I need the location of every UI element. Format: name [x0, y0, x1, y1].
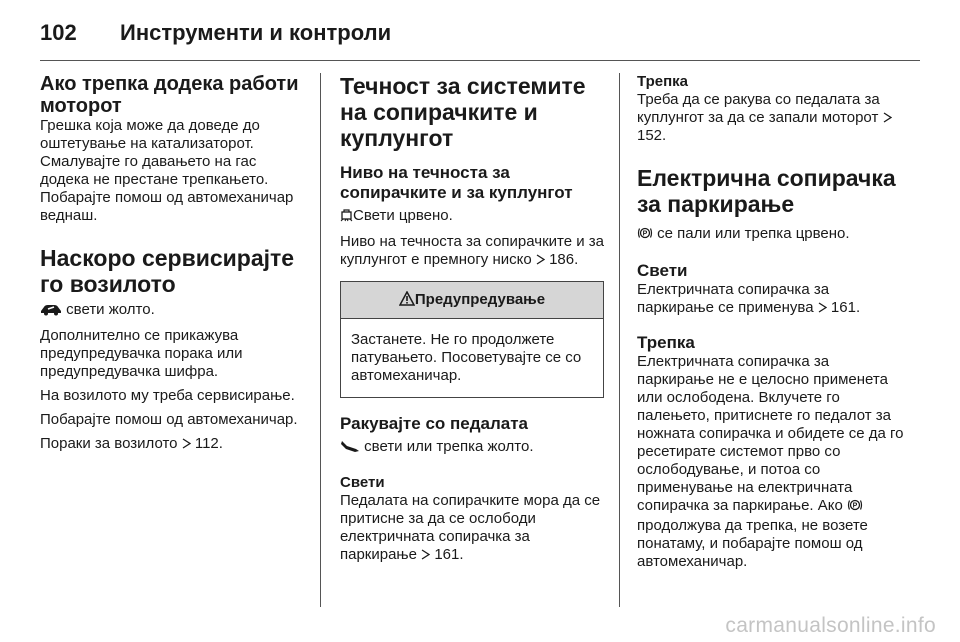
service-text-1: Дополнително се прикажува предупредувачка порака или предупредувачка шифра.: [40, 327, 243, 380]
page-title: Инструменти и контроли: [120, 20, 392, 45]
header-rule: [40, 60, 920, 61]
service-text-2: На возилото му треба сервисирање.: [40, 387, 295, 404]
page-reference-icon: [421, 547, 430, 558]
flash-clutch-text: [637, 91, 907, 145]
column-divider-1: [320, 73, 321, 607]
wrench-car-icon: [40, 302, 62, 321]
section-service-vehicle-title: Наскоро сервисирајте го возилото: [40, 245, 295, 297]
fluid-level-indicator-text: Свети црвено.: [353, 207, 453, 224]
service-text-4: [40, 435, 306, 453]
parking-brake-page-ref[interactable]: 161.: [830, 299, 861, 316]
service-text-3: Побарајте помош од автомеханичар.: [40, 411, 298, 428]
column-2: [340, 73, 604, 564]
flash-clutch-page-ref[interactable]: 152.: [637, 127, 667, 144]
page-reference-icon: [883, 110, 892, 121]
svg-text:P: P: [642, 230, 648, 238]
parking-brake-lights-body: Електричната сопирачка за паркирање се применува: [637, 281, 830, 316]
section-parking-brake-title: Електрична сопирачка за паркирање: [637, 165, 896, 217]
warning-header: [341, 282, 603, 319]
page-header: [40, 14, 920, 54]
parking-brake-icon: [847, 498, 863, 517]
parking-brake-indicator-text: се пали или трепка црвено.: [657, 225, 850, 242]
parking-brake-flash-body-2: продолжува да трепка, не возете понатаму, и побарајте помош од автомеханичар.: [637, 517, 868, 570]
flash-clutch-title: Трепка: [637, 73, 689, 90]
page-reference-icon: [818, 300, 827, 311]
operate-pedal-lights-body: Педалата на сопирачките мора да се притисне за да се ослободи електричната сопирачка за паркирање: [340, 492, 601, 563]
flash-clutch-body: Треба да се ракува со педалата за куплунгот за да се запали моторот: [637, 91, 880, 126]
svg-text:P: P: [852, 502, 858, 510]
page-reference-icon: [536, 252, 545, 263]
vehicle-messages-page-ref[interactable]: 112.: [194, 435, 223, 452]
section-brake-fluid-title: Течност за системите на сопирачките и куплунгот: [340, 73, 586, 151]
page-reference-icon: [182, 436, 191, 447]
parking-brake-indicator-line: [637, 225, 907, 245]
fluid-level-text: [340, 233, 604, 269]
parking-brake-flash-title: Трепка: [637, 333, 695, 352]
section-flashing-engine-text: Грешка која може да доведе до оштетување на катализаторот. Смалувајте го давањето на гас додека не престане трепкањето. Побарајте помош од автомеханичар веднаш.: [40, 117, 294, 224]
service-indicator-text: свети жолто.: [66, 301, 155, 318]
column-divider-2: [619, 73, 620, 607]
parking-brake-lights-text: [637, 281, 907, 317]
watermark: carmanualsonline.info: [725, 614, 936, 637]
vehicle-messages-link-text: Пораки за возилото: [40, 435, 178, 452]
parking-brake-flash-body-1: Електричната сопирачка за паркирање не е целосно применета или ослободена. Вклучете го палењето, притиснете го педалот за ножната сопирачка и обидете се да го ресетирате системот прво со ослободување, и потоа со применување на електричната сопирачка за паркирање. Ако: [637, 353, 904, 514]
section-flashing-engine-title: Ако трепка додека работи моторот: [40, 73, 299, 117]
parking-brake-flash-text: [637, 353, 907, 571]
service-indicator-line: [40, 301, 306, 321]
warning-body: [341, 319, 603, 397]
operate-pedal-indicator-text: свети или трепка жолто.: [364, 438, 534, 455]
subsection-operate-pedal-title: Ракувајте со педалата: [340, 414, 529, 433]
operate-pedal-lights-text: [340, 492, 604, 564]
column-1: [40, 73, 306, 453]
brake-fluid-icon: [340, 208, 353, 227]
parking-brake-icon: [637, 226, 653, 245]
fluid-level-text-body: Ниво на течноста за сопирачките и за куплунгот е премногу ниско: [340, 233, 605, 268]
warning-triangle-icon: [399, 284, 415, 320]
parking-brake-lights-title: Свети: [637, 261, 688, 280]
fluid-level-page-ref[interactable]: 186.: [549, 251, 579, 268]
operate-pedal-lights-title: Свети: [340, 474, 385, 491]
page-number: 102: [40, 20, 77, 45]
warning-box: [340, 281, 604, 398]
subsection-fluid-level-title: Ниво на течноста за сопирачките и за куплунгот: [340, 163, 573, 202]
foot-pedal-icon: [340, 439, 360, 458]
warning-text: Застанете. Не го продолжете патувањето. Посоветувајте се со автомеханичар.: [351, 331, 582, 384]
operate-pedal-page-ref[interactable]: 161.: [434, 546, 464, 563]
fluid-level-indicator-line: [340, 207, 604, 227]
column-3: [637, 73, 907, 571]
operate-pedal-indicator-line: [340, 438, 604, 458]
warning-title: Предупредување: [414, 291, 546, 308]
